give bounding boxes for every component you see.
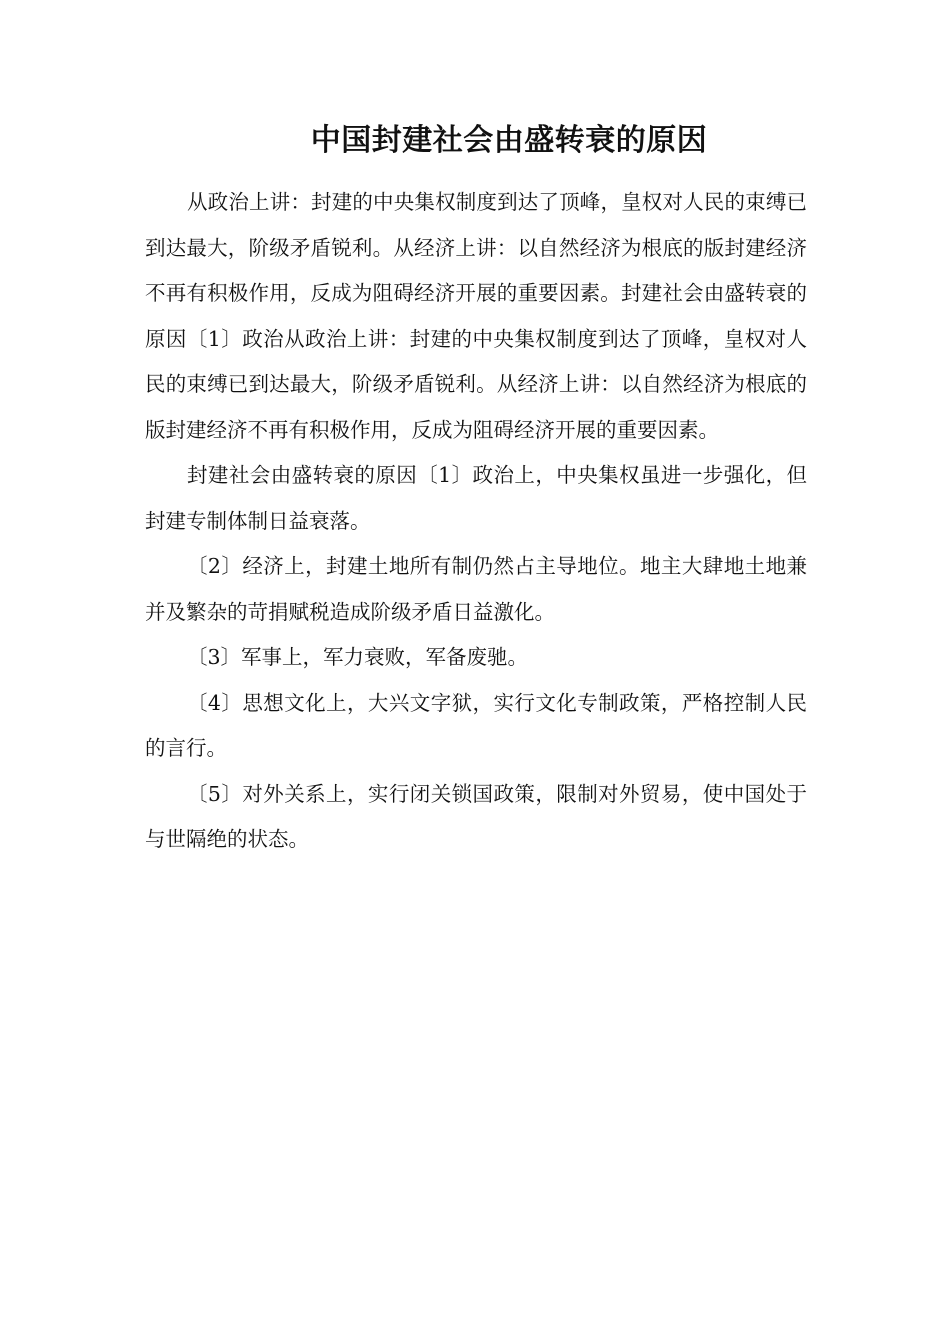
paragraph-1: 从政治上讲：封建的中央集权制度到达了顶峰，皇权对人民的束缚已到达最大，阶级矛盾锐利。从经济上讲：以自然经济为根底的版封建经济不再有积极作用，反成为阻碍经济开展的重要因素。封建社会由盛转衰的原因〔1〕政治从政治上讲：封建的中央集权制度到达了顶峰，皇权对人民的束缚已到达最大，阶级矛盾锐利。从经济上讲：以自然经济为根底的版封建经济不再有积极作用，反成为阻碍经济开展的重要因素。 (145, 190, 807, 442)
paragraph-5: 〔4〕思想文化上，大兴文字狱，实行文化专制政策，严格控制人民的言行。 (145, 690, 807, 760)
paragraph-6: 〔5〕对外关系上，实行闭关锁国政策，限制对外贸易，使中国处于与世隔绝的状态。 (145, 781, 807, 851)
paragraph-2: 封建社会由盛转衰的原因〔1〕政治上，中央集权虽进一步强化，但封建专制体制日益衰落。 (145, 463, 807, 533)
paragraph-3: 〔2〕经济上，封建土地所有制仍然占主导地位。地主大肆地土地兼并及繁杂的苛捐赋税造成阶级矛盾日益激化。 (145, 554, 807, 624)
document-title: 中国封建社会由盛转衰的原因 (310, 123, 708, 158)
document-body (145, 180, 807, 863)
paragraph-4: 〔3〕军事上，军力衰败，军备废驰。 (187, 645, 529, 669)
